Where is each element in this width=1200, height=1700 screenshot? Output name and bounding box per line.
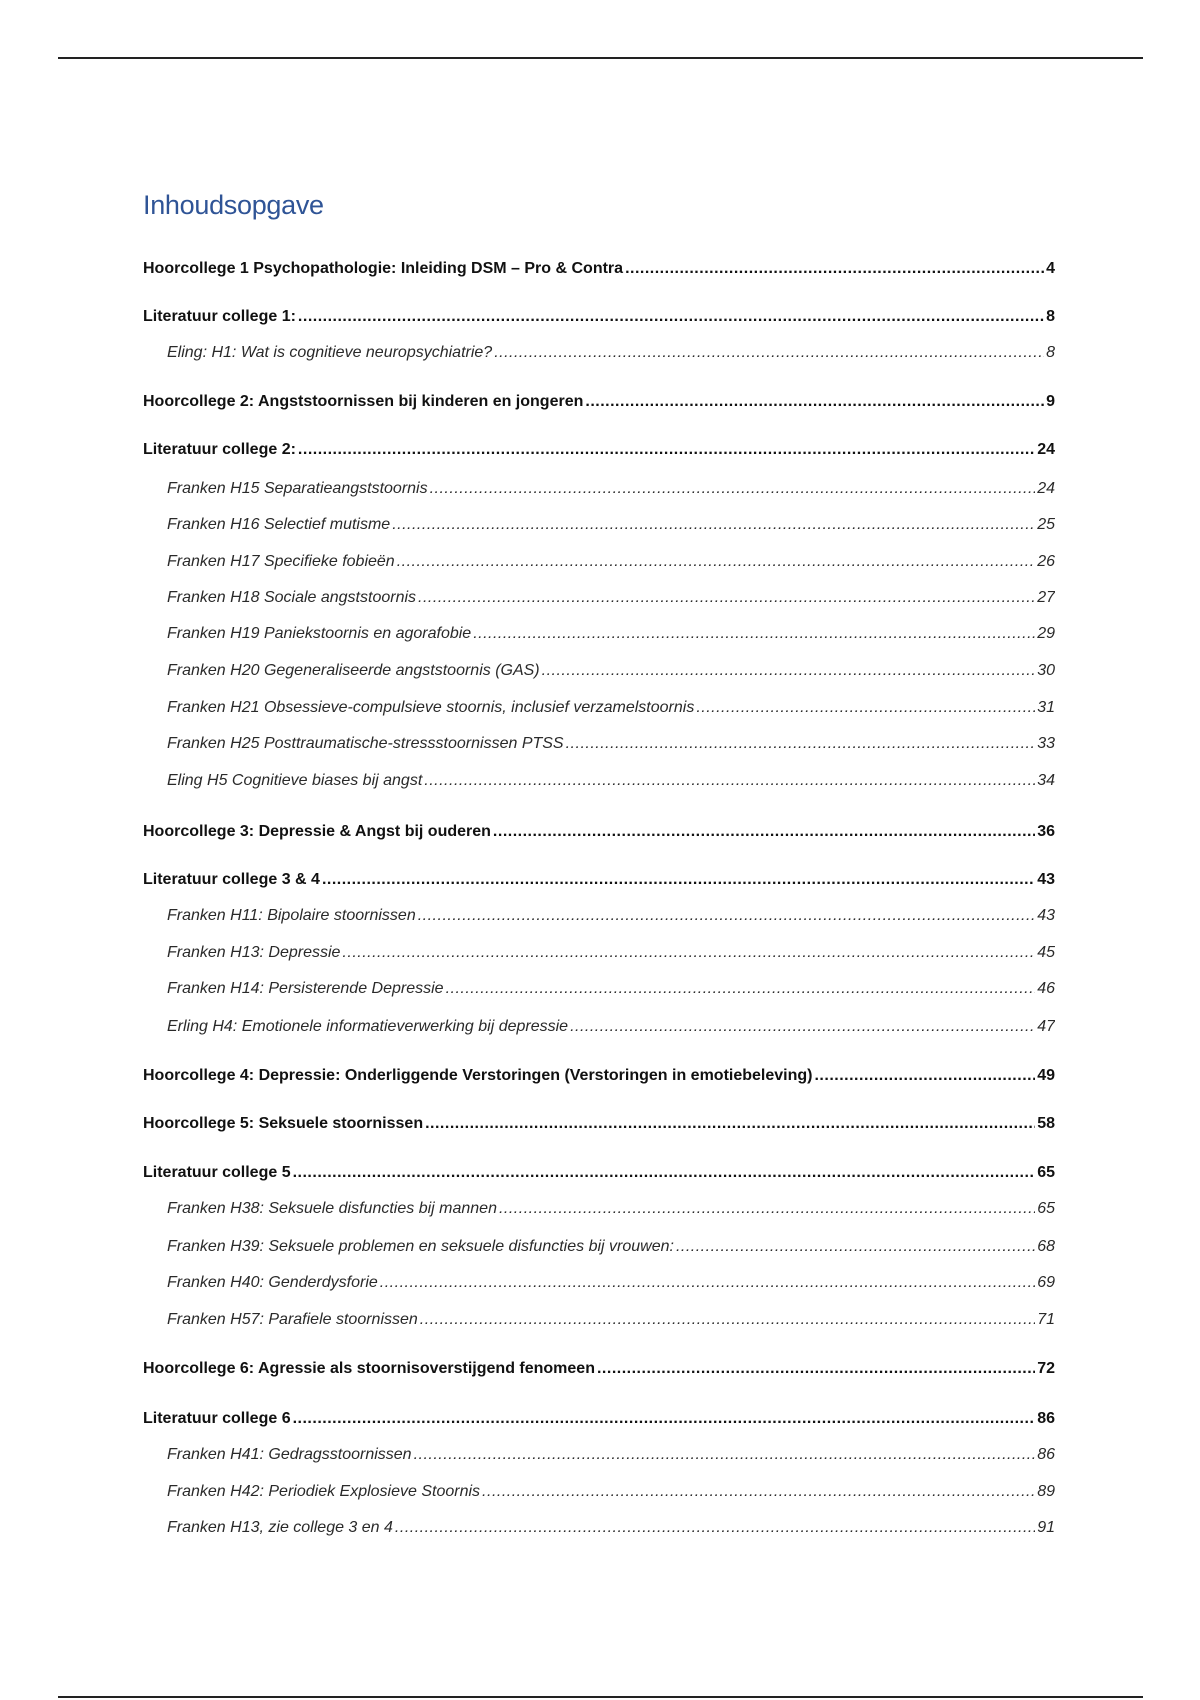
toc-subentry[interactable] — [167, 342, 1055, 364]
toc-subentry[interactable] — [167, 514, 1055, 536]
toc-subentry[interactable] — [167, 1481, 1055, 1503]
header-rule — [58, 57, 1143, 59]
toc-entry-text: Franken H13, zie college 3 en 4 — [167, 1519, 393, 1536]
toc-leader — [392, 514, 1035, 536]
toc-entry-text: Hoorcollege 5: Seksuele stoornissen — [143, 1115, 424, 1132]
toc-entry-page: 43 — [1037, 907, 1055, 924]
toc-entry-page: 30 — [1037, 662, 1055, 679]
toc-entry-text: Franken H11: Bipolaire stoornissen — [167, 907, 416, 924]
toc-entry-text: Literatuur college 6 — [143, 1410, 291, 1427]
toc-subentry[interactable] — [167, 1272, 1055, 1294]
toc-entry-page: 65 — [1037, 1200, 1055, 1217]
toc-leader — [293, 1408, 1036, 1430]
toc-subentry[interactable] — [167, 770, 1055, 792]
toc-entry-page: 4 — [1046, 260, 1055, 277]
toc-leader — [342, 942, 1035, 964]
toc-leader — [482, 1481, 1035, 1503]
toc-entry-page: 29 — [1037, 625, 1055, 642]
toc-entry-text: Eling: H1: Wat is cognitieve neuropsychiatrie? — [167, 344, 493, 361]
toc-entry-text: Hoorcollege 4: Depressie: Onderliggende Verstoringen (Verstoringen in emotiebeleving) — [143, 1067, 813, 1084]
toc-subentry[interactable] — [167, 1236, 1055, 1258]
toc-subentry[interactable] — [167, 623, 1055, 645]
toc-entry-text: Franken H42: Periodiek Explosieve Stoornis — [167, 1483, 481, 1500]
toc-entry-text: Hoorcollege 2: Angststoornissen bij kinderen en jongeren — [143, 393, 584, 410]
toc-leader — [380, 1272, 1035, 1294]
toc-leader — [499, 1198, 1035, 1220]
toc-entry[interactable] — [143, 1113, 1055, 1135]
toc-entry[interactable] — [143, 1408, 1055, 1430]
toc-entry-text: Franken H21 Obsessieve-compulsieve stoornis, inclusief verzamelstoornis — [167, 699, 695, 716]
toc-entry-page: 47 — [1037, 1018, 1055, 1035]
toc-subentry[interactable] — [167, 1517, 1055, 1539]
toc-entry-text: Franken H16 Selectief mutisme — [167, 516, 391, 533]
toc-leader — [494, 342, 1044, 364]
toc-leader — [542, 660, 1036, 682]
toc-leader — [566, 733, 1036, 755]
toc-entry-page: 86 — [1037, 1446, 1055, 1463]
toc-entry-text: Franken H13: Depressie — [167, 944, 341, 961]
toc-entry-text: Franken H38: Seksuele disfuncties bij mannen — [167, 1200, 497, 1217]
toc-entry-text: Franken H40: Genderdysforie — [167, 1274, 378, 1291]
toc-leader — [293, 1162, 1036, 1184]
toc-entry-text: Franken H15 Separatieangststoornis — [167, 480, 428, 497]
toc-subentry[interactable] — [167, 478, 1055, 500]
toc-entry-page: 45 — [1037, 944, 1055, 961]
toc-entry-text: Franken H25 Posttraumatische-stressstoornissen PTSS — [167, 735, 564, 752]
toc-leader — [473, 623, 1035, 645]
toc-entry-text: Eling H5 Cognitieve biases bij angst — [167, 772, 423, 789]
toc-leader — [570, 1016, 1035, 1038]
toc-leader — [322, 869, 1035, 891]
toc-entry-page: 71 — [1037, 1311, 1055, 1328]
toc-entry-page: 36 — [1037, 823, 1055, 840]
toc-leader — [418, 587, 1035, 609]
toc-subentry[interactable] — [167, 905, 1055, 927]
toc-entry-text: Literatuur college 2: — [143, 441, 296, 458]
toc-leader — [597, 1358, 1035, 1380]
toc-entry-page: 9 — [1046, 393, 1055, 410]
toc-subentry[interactable] — [167, 697, 1055, 719]
toc-entry-page: 65 — [1037, 1164, 1055, 1181]
toc-entry-page: 58 — [1037, 1115, 1055, 1132]
toc-entry[interactable] — [143, 869, 1055, 891]
toc-entry-page: 91 — [1037, 1519, 1055, 1536]
toc-title: Inhoudsopgave — [143, 190, 324, 220]
toc-leader — [696, 697, 1035, 719]
toc-leader — [814, 1065, 1035, 1087]
toc-entry[interactable] — [143, 439, 1055, 461]
toc-entry-page: 31 — [1037, 699, 1055, 716]
toc-leader — [397, 551, 1036, 573]
footer-rule — [58, 1696, 1143, 1698]
toc-entry-page: 24 — [1037, 441, 1055, 458]
toc-entry-text: Franken H39: Seksuele problemen en seksuele disfuncties bij vrouwen: — [167, 1238, 674, 1255]
toc-entry-text: Erling H4: Emotionele informatieverwerking bij depressie — [167, 1018, 569, 1035]
toc-entry-page: 72 — [1037, 1360, 1055, 1377]
toc-entry-page: 49 — [1037, 1067, 1055, 1084]
toc-entry[interactable] — [143, 391, 1055, 413]
toc-entry-text: Hoorcollege 3: Depressie & Angst bij ouderen — [143, 823, 491, 840]
toc-entry-text: Literatuur college 3 & 4 — [143, 871, 320, 888]
toc-entry-text: Franken H41: Gedragsstoornissen — [167, 1446, 412, 1463]
toc-entry-page: 25 — [1037, 516, 1055, 533]
toc-entry-page: 26 — [1037, 553, 1055, 570]
toc-entry-text: Franken H17 Specifieke fobieën — [167, 553, 395, 570]
toc-leader — [395, 1517, 1035, 1539]
toc-leader — [424, 770, 1035, 792]
toc-entry-page: 46 — [1037, 980, 1055, 997]
toc-subentry[interactable] — [167, 1444, 1055, 1466]
toc-subentry[interactable] — [167, 978, 1055, 1000]
toc-entry-text: Franken H18 Sociale angststoornis — [167, 589, 417, 606]
toc-leader — [676, 1236, 1035, 1258]
toc-leader — [430, 478, 1036, 500]
toc-entry-text: Literatuur college 5 — [143, 1164, 291, 1181]
toc-entry-text: Franken H14: Persisterende Depressie — [167, 980, 444, 997]
toc-entry[interactable] — [143, 1065, 1055, 1087]
toc-entry-page: 43 — [1037, 871, 1055, 888]
toc-entry-page: 89 — [1037, 1483, 1055, 1500]
toc-leader — [414, 1444, 1036, 1466]
toc-entry-page: 27 — [1037, 589, 1055, 606]
toc-entry-text: Hoorcollege 6: Agressie als stoornisoverstijgend fenomeen — [143, 1360, 595, 1377]
toc-entry-text: Literatuur college 1: — [143, 308, 296, 325]
toc-entry-text: Franken H20 Gegeneraliseerde angststoornis (GAS) — [167, 662, 540, 679]
toc-leader — [625, 258, 1044, 280]
toc-entry-page: 8 — [1046, 344, 1055, 361]
toc-entry-text: Franken H19 Paniekstoornis en agorafobie — [167, 625, 472, 642]
toc-leader — [585, 391, 1044, 413]
toc-leader — [298, 439, 1035, 461]
toc-leader — [298, 306, 1044, 328]
toc-leader — [425, 1113, 1035, 1135]
toc-leader — [418, 905, 1035, 927]
toc-entry-page: 34 — [1037, 772, 1055, 789]
toc-subentry[interactable] — [167, 733, 1055, 755]
toc-subentry[interactable] — [167, 1016, 1055, 1038]
toc-leader — [446, 978, 1036, 1000]
toc-entry-text: Hoorcollege 1 Psychopathologie: Inleiding DSM – Pro & Contra — [143, 260, 624, 277]
toc-subentry[interactable] — [167, 942, 1055, 964]
toc-subentry[interactable] — [167, 660, 1055, 682]
toc-leader — [420, 1309, 1035, 1331]
toc-entry-text: Franken H57: Parafiele stoornissen — [167, 1311, 418, 1328]
toc-subentry[interactable] — [167, 1309, 1055, 1331]
toc-entry[interactable] — [143, 821, 1055, 843]
toc-entry[interactable] — [143, 306, 1055, 328]
toc-entry[interactable] — [143, 258, 1055, 280]
toc-entry[interactable] — [143, 1358, 1055, 1380]
toc-leader — [493, 821, 1035, 843]
toc-entry-page: 8 — [1046, 308, 1055, 325]
toc-entry-page: 33 — [1037, 735, 1055, 752]
toc-entry-page: 86 — [1037, 1410, 1055, 1427]
toc-entry-page: 68 — [1037, 1238, 1055, 1255]
toc-subentry[interactable] — [167, 551, 1055, 573]
toc-subentry[interactable] — [167, 587, 1055, 609]
toc-entry-page: 24 — [1037, 480, 1055, 497]
toc-subentry[interactable] — [167, 1198, 1055, 1220]
toc-entry-page: 69 — [1037, 1274, 1055, 1291]
toc-entry[interactable] — [143, 1162, 1055, 1184]
